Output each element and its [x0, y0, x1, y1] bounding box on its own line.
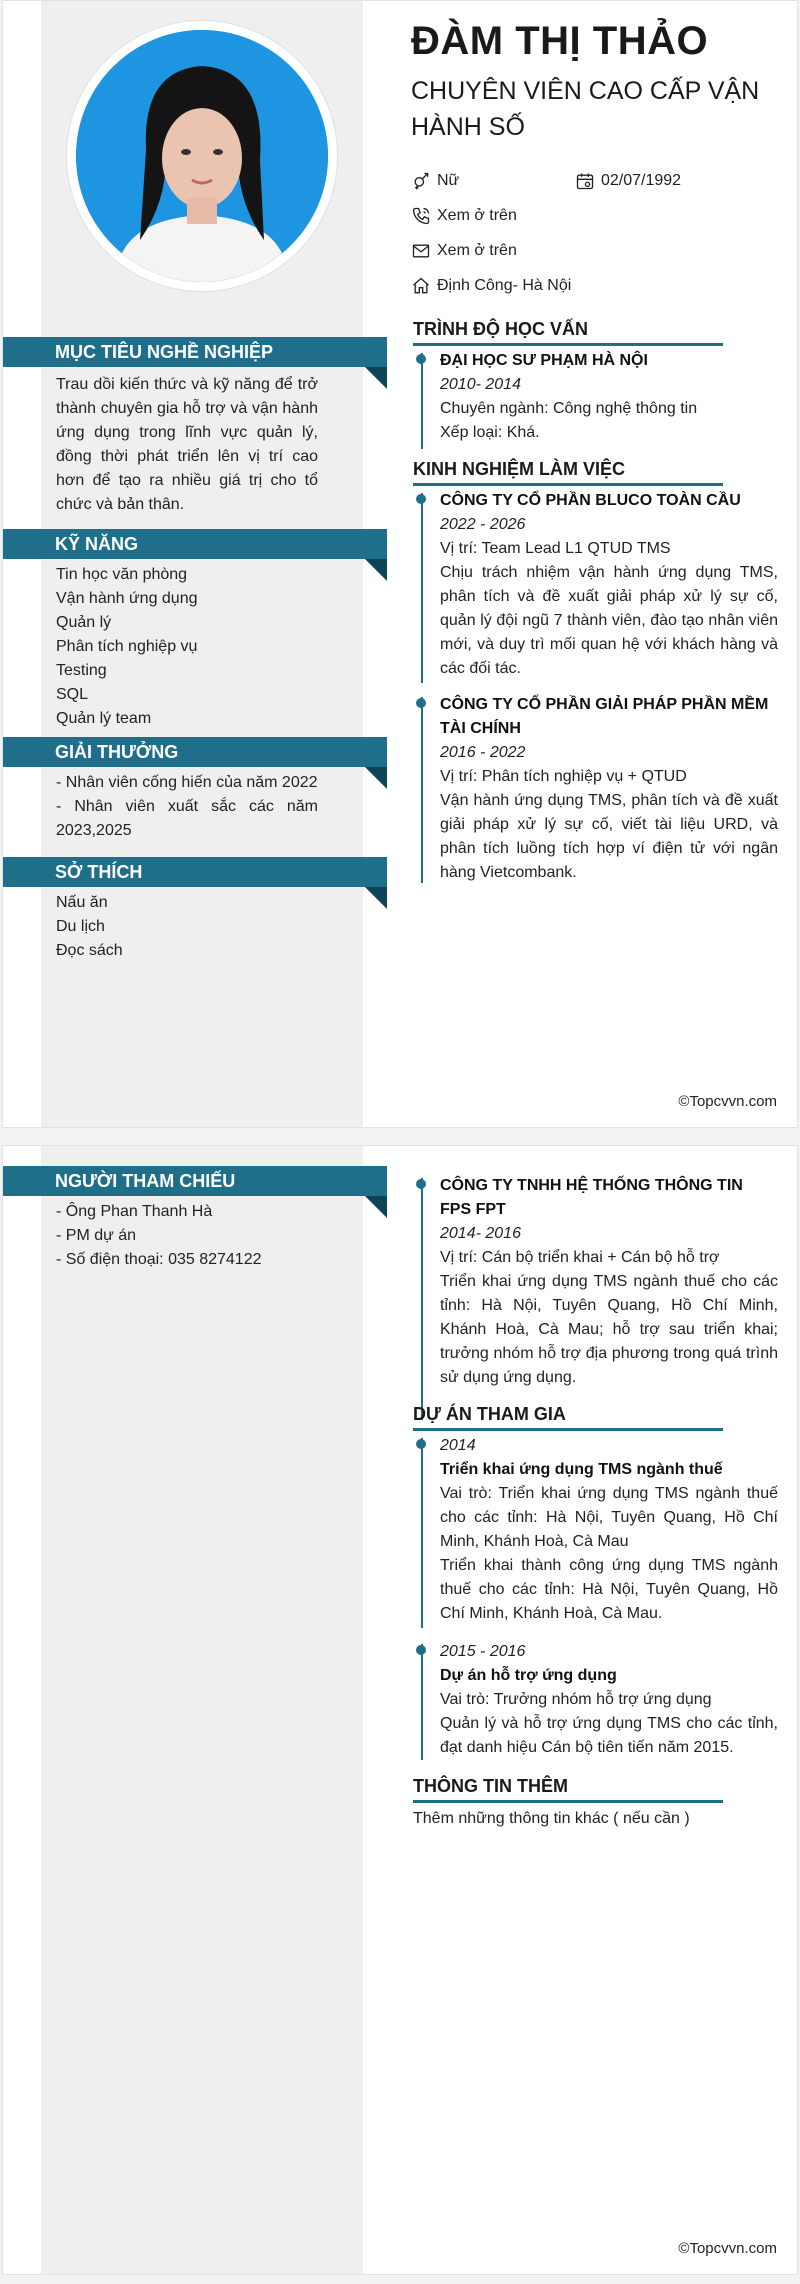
candidate-title — [411, 73, 771, 145]
experience-timeline-3 — [421, 1178, 423, 1420]
candidate-title-line1: CHUYÊN VIÊN CAO CẤP VẬN — [411, 77, 760, 105]
avatar-frame — [67, 21, 337, 291]
email-value: Xem ở trên — [437, 242, 517, 259]
education-period: 2010- 2014 — [440, 376, 521, 393]
hobby-item: Đọc sách — [56, 942, 123, 959]
project-period: 2014 — [440, 1437, 476, 1454]
reference-item: - Ông Phan Thanh Hà — [56, 1203, 213, 1220]
awards-heading: GIẢI THƯỞNG — [3, 737, 387, 767]
cv-page-2 — [2, 1145, 798, 2275]
project-name: Dự án hỗ trợ ứng dụng — [440, 1667, 617, 1684]
experience-entry — [440, 489, 778, 681]
project-description: Quản lý và hỗ trợ ứng dụng TMS cho các tỉnh, đạt danh hiệu Cán bộ tiên tiến năm 2015. — [440, 1715, 778, 1756]
project-description: Triển khai thành công ứng dụng TMS ngành thuế cho các tỉnh: Hà Nội, Tuyên Quang, Hồ Chí Minh, Khánh Hoà, Cà Mau. — [440, 1557, 778, 1622]
project-timeline-2 — [421, 1644, 423, 1760]
footer-watermark: ©Topcvvn.com — [678, 1093, 777, 1110]
objective-text: Trau dồi kiến thức và kỹ năng để trở thành chuyên gia hỗ trợ và vận hành ứng dụng trong lĩnh vực quản lý, đồng thời phát triển lên vị trí cao hơn để tạo ra nhiều giá trị cho tổ chức và bản thân. — [56, 376, 318, 513]
job-period: 2014- 2016 — [440, 1225, 521, 1242]
skill-item: Quản lý team — [56, 710, 152, 727]
experience-timeline-1 — [421, 493, 423, 683]
education-major: Chuyên ngành: Công nghệ thông tin — [440, 400, 698, 417]
projects-underline — [413, 1428, 723, 1431]
job-position: Vị trí: Cán bộ triển khai + Cán bộ hỗ trợ — [440, 1249, 720, 1266]
experience-entry — [440, 1174, 778, 1390]
reference-item: - PM dự án — [56, 1227, 137, 1244]
extra-heading: THÔNG TIN THÊM — [413, 1776, 568, 1796]
project-entry — [440, 1434, 778, 1626]
timeline-dot — [416, 1645, 426, 1655]
experience-entry — [440, 693, 778, 885]
skill-item: Phân tích nghiệp vụ — [56, 638, 198, 655]
experience-timeline-2 — [421, 697, 423, 883]
extra-underline — [413, 1800, 723, 1803]
email-row — [411, 241, 517, 261]
phone-icon — [411, 206, 431, 226]
award-item: - Nhân viên cống hiến của năm 2022 — [56, 774, 318, 791]
cv-page-1 — [2, 0, 798, 1128]
skill-item: Quản lý — [56, 614, 112, 631]
mail-icon — [411, 241, 431, 261]
job-description: Vận hành ứng dụng TMS, phân tích và đề xuất giải pháp xử lý sự cố, viết tài liệu URD, và phân tích luồng tích hợp ví điện tử với ngân hàng Vietcombank. — [440, 792, 778, 881]
job-description: Triển khai ứng dụng TMS ngành thuế cho các tỉnh: Hà Nội, Tuyên Quang, Hồ Chí Minh, Khánh Hoà, Cà Mau; hỗ trợ sau triển khai; trưởng nhóm hỗ trợ địa phương trong quá trình sử dụng ứng dụng. — [440, 1273, 778, 1386]
timeline-dot — [416, 1439, 426, 1449]
skills-list — [56, 563, 318, 731]
school-name: ĐẠI HỌC SƯ PHẠM HÀ NỘI — [440, 352, 648, 369]
sidebar — [41, 1146, 363, 2274]
project-name: Triển khai ứng dụng TMS ngành thuế — [440, 1461, 723, 1478]
address-value: Định Công- Hà Nội — [437, 277, 572, 294]
footer-watermark: ©Topcvvn.com — [678, 2240, 777, 2257]
experience-underline — [413, 483, 723, 486]
hobbies-heading: SỞ THÍCH — [3, 857, 387, 887]
skill-item: SQL — [56, 686, 89, 703]
job-position: Vị trí: Phân tích nghiệp vụ + QTUD — [440, 768, 687, 785]
education-heading: TRÌNH ĐỘ HỌC VẤN — [413, 319, 588, 339]
phone-row — [411, 206, 517, 226]
dob-row — [575, 171, 681, 191]
timeline-dot — [416, 1179, 426, 1189]
job-position: Vị trí: Team Lead L1 QTUD TMS — [440, 540, 671, 557]
address-row — [411, 276, 571, 296]
avatar — [76, 30, 328, 282]
project-entry — [440, 1640, 778, 1760]
timeline-dot — [416, 698, 426, 708]
education-entry — [440, 349, 778, 445]
phone-value: Xem ở trên — [437, 207, 517, 224]
skill-item: Testing — [56, 662, 107, 679]
job-description: Chịu trách nhiệm vận hành ứng dụng TMS, phân tích và đề xuất giải pháp xử lý sự cố, quản lý đội ngũ 7 thành viên, đào tạo nhân viên mới, và duy trì mối quan hệ với khách hàng và các đối tác. — [440, 564, 778, 677]
projects-heading: DỰ ÁN THAM GIA — [413, 1404, 566, 1424]
education-timeline — [421, 353, 423, 449]
project-role: Vai trò: Trưởng nhóm hỗ trợ ứng dụng — [440, 1691, 712, 1708]
hobbies-list — [56, 891, 318, 963]
skill-item: Vận hành ứng dụng — [56, 590, 198, 607]
company-name: CÔNG TY CỔ PHẦN GIẢI PHÁP PHẦN MỀM TÀI CHÍNH — [440, 696, 769, 737]
calendar-icon — [575, 171, 595, 191]
hobby-item: Nấu ăn — [56, 894, 108, 911]
gender-value: Nữ — [437, 172, 460, 189]
reference-item: - Số điện thoại: 035 8274122 — [56, 1251, 262, 1268]
timeline-dot — [416, 354, 426, 364]
dob-value: 02/07/1992 — [601, 172, 682, 189]
candidate-title-line2: HÀNH SỐ — [411, 113, 525, 141]
hobby-item: Du lịch — [56, 918, 105, 935]
candidate-name: ĐÀM THỊ THẢO — [411, 19, 709, 63]
company-name: CÔNG TY TNHH HỆ THỐNG THÔNG TIN FPS FPT — [440, 1177, 743, 1218]
project-period: 2015 - 2016 — [440, 1643, 526, 1660]
objective-heading: MỤC TIÊU NGHỀ NGHIỆP — [3, 337, 387, 367]
company-name: CÔNG TY CỔ PHẦN BLUCO TOÀN CẦU — [440, 492, 741, 509]
award-item: - Nhân viên xuất sắc các năm 2023,2025 — [56, 798, 318, 839]
references-heading: NGƯỜI THAM CHIẾU — [3, 1166, 387, 1196]
job-period: 2016 - 2022 — [440, 744, 526, 761]
education-rank: Xếp loại: Khá. — [440, 424, 540, 441]
project-role: Vai trò: Triển khai ứng dụng TMS ngành thuế cho các tỉnh: Hà Nội, Tuyên Quang, Hồ Chí Minh, Khánh Hoà, Cà Mau — [440, 1485, 778, 1550]
timeline-dot — [416, 494, 426, 504]
home-icon — [411, 276, 431, 296]
gender-row — [411, 171, 459, 191]
project-timeline-1 — [421, 1438, 423, 1628]
job-period: 2022 - 2026 — [440, 516, 526, 533]
extra-text: Thêm những thông tin khác ( nếu cần ) — [413, 1810, 690, 1827]
awards-list — [56, 771, 318, 843]
education-underline — [413, 343, 723, 346]
skill-item: Tin học văn phòng — [56, 566, 188, 583]
references-list — [56, 1200, 318, 1272]
skills-heading: KỸ NĂNG — [3, 529, 387, 559]
experience-heading: KINH NGHIỆM LÀM VIỆC — [413, 459, 626, 479]
gender-icon — [411, 171, 431, 191]
